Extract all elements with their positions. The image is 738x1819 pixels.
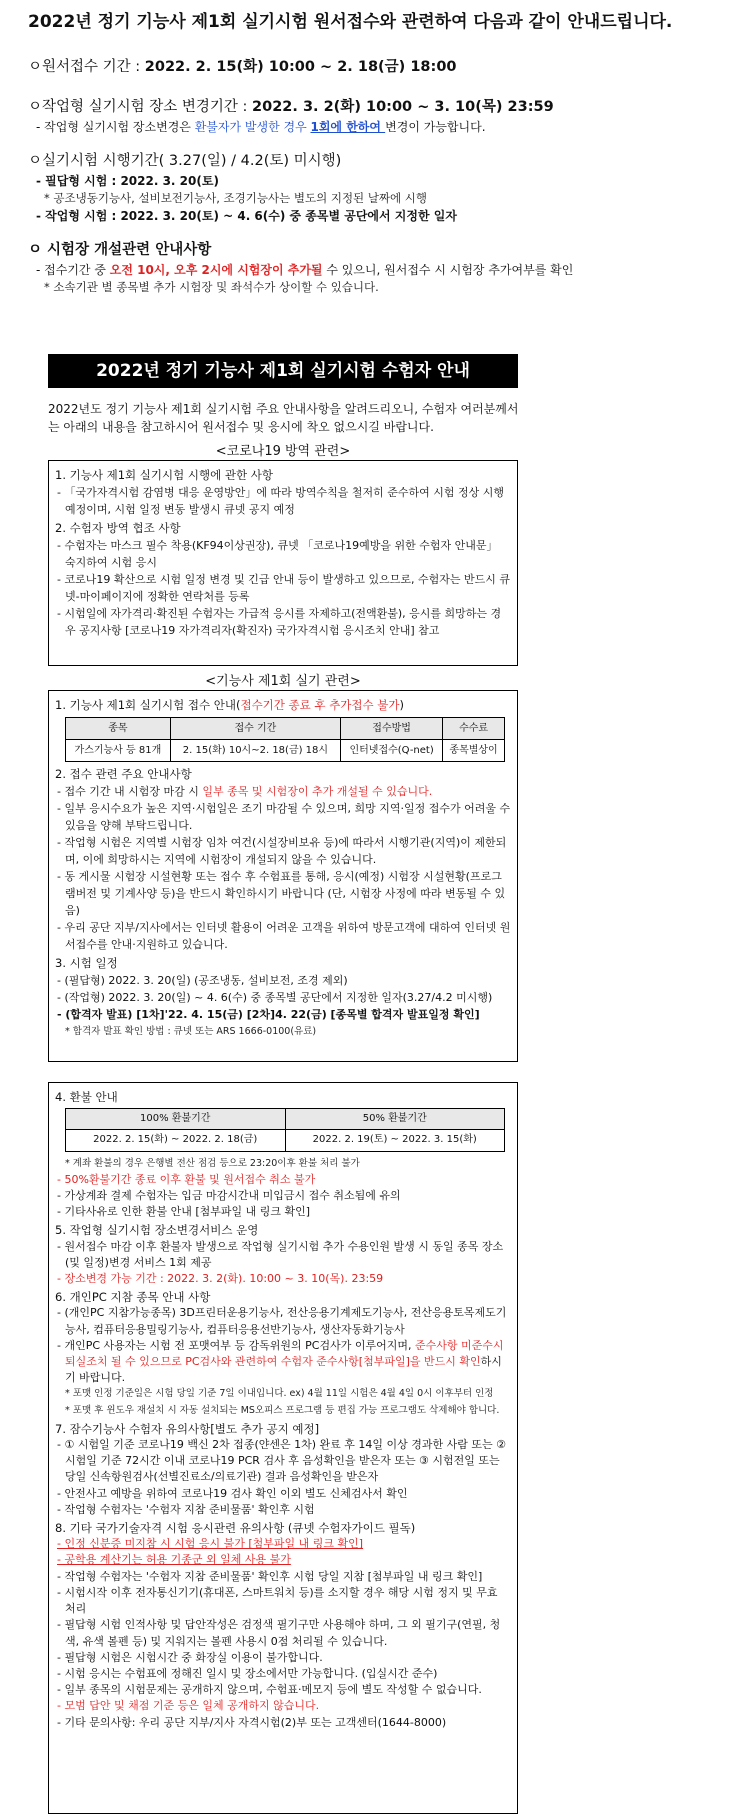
change-service-item-2: - 장소변경 가능 기간 : 2022. 3. 2(화). 10:00 ~ 3. 10(목). 23:59: [57, 1272, 384, 1286]
diving-item-3: - 작업형 수험자는 '수험자 지참 준비물품' 확인후 시험: [57, 1502, 315, 1516]
refund-table: [65, 1108, 505, 1151]
td-full-refund: 2022. 2. 15(화) ~ 2022. 2. 18(금): [66, 1130, 286, 1151]
td-method: 인터넷접수(Q-net): [341, 740, 443, 762]
top-notice: [28, 0, 728, 296]
td-category: 가스기능사 등 81개: [66, 740, 171, 762]
other-heading: 8. 기타 국가기술자격 시험 응시관련 유의사항 (큐넷 수험자가이드 필독): [55, 1521, 416, 1536]
headline: 2022년 정기 기능사 제1회 실기시험 원서접수와 관련하여 다음과 같이 안내드립니다.: [28, 12, 673, 32]
th-half-refund: 50% 환불기간: [285, 1109, 505, 1130]
schedule-written: - (필답형) 2022. 3. 20(일) (공조냉동, 설비보전, 조경 제외): [57, 974, 348, 987]
td-period: 2. 15(화) 10시~2. 18(금) 18시: [170, 740, 340, 762]
written-note: * 공조냉동기능사, 설비보전기능사, 조경기능사는 별도의 지정된 날짜에 시행: [44, 191, 428, 205]
refund-box: [48, 1082, 518, 1814]
change-period: ㅇ작업형 실기시험 장소 변경기간 : 2022. 3. 2(화) 10:00 ~ 3. 10(목) 23:59: [28, 99, 554, 115]
change-service-item-1: - 원서접수 마감 이후 환불자 발생으로 작업형 실기시험 추가 수용인원 발생 시 동일 종목 장소(및 일정)변경 서비스 1회 제공: [57, 1239, 504, 1269]
covid-box: [48, 460, 518, 666]
refund-heading: 4. 환불 안내: [55, 1090, 118, 1104]
other-item-2: - 공학용 계산기는 허용 기종군 외 일체 사용 불가: [57, 1553, 291, 1567]
other-item-8: - 일부 종목의 시험문제는 공개하지 않으며, 수험표·메모지 등에 별도 작성할 수 없습니다.: [57, 1683, 482, 1697]
exam-item-5: - 우리 공단 지부/지사에서는 인터넷 활용이 어려운 고객을 위하여 방문고객에 대하여 인터넷 원서접수를 안내·지원하고 있습니다.: [57, 921, 511, 951]
change-note: - 작업형 실기시험 장소변경은 환불자가 발생한 경우 1회에 한하여 변경이 가능합니다.: [36, 120, 486, 134]
other-item-1: - 인정 신분증 미지참 시 시험 응시 불가 [첨부파일 내 링크 확인]: [57, 1537, 364, 1551]
intro-text: 2022년도 정기 기능사 제1회 실기시험 주요 안내사항을 알려드리오니, 수험자 여러분께서는 아래의 내용을 참고하시어 원서접수 및 응시에 착오 없으시길 바랍니다.: [48, 402, 519, 434]
pc-item-2: - 개인PC 사용자는 시험 전 포맷여부 등 감독위원의 PC검사가 이루어지며, 준수사항 미준수시 퇴실조치 될 수 있으므로 PC검사와 관련하여 수험자 준수사항[첨부파일]을 반드시 확인하시기 바랍니다.: [57, 1338, 504, 1385]
covid-section-title: <코로나19 방역 관련>: [215, 444, 351, 459]
practical-type: - 작업형 시험 : 2022. 3. 20(토) ~ 4. 6(수) 중 종목별 공단에서 지정한 일자: [36, 209, 457, 223]
exam-box: [48, 690, 518, 1062]
covid-item-4: - 시험일에 자가격리·확진된 수험자는 가급적 응시를 자제하고(전액환불), 응시를 희망하는 경우 공지사항 [코로나19 자가격리자(확진자) 국가자격시험 응시조치 안내] 참고: [57, 607, 502, 637]
exam-heading-1: 1. 기능사 제1회 실기시험 접수 안내(접수기간 종료 후 추가접수 불가): [55, 698, 405, 712]
exam-heading-2: 2. 접수 관련 주요 안내사항: [55, 767, 192, 781]
covid-item-3: - 코로나19 확산으로 시험 일정 변경 및 긴급 안내 등이 발생하고 있으므로, 수험자는 반드시 큐넷-마이페이지에 정확한 연락처를 등록: [57, 573, 510, 603]
td-fee: 종목별상이: [443, 740, 505, 762]
covid-heading-2: 2. 수험자 방역 협조 사항: [55, 521, 181, 535]
other-item-9: - 모범 답안 및 채점 기준 등은 일체 공개하지 않습니다.: [57, 1699, 320, 1713]
covid-item-2: - 수험자는 마스크 필수 착용(KF94이상권장), 큐넷 「코로나19예방을 위한 수험자 안내문」 숙지하여 시험 응시: [57, 539, 498, 569]
th-period: 접수 기간: [170, 718, 340, 740]
venue-title: ㅇ 시험장 개설관련 안내사항: [28, 242, 212, 258]
exam-item-4: - 동 게시물 시험장 시설현황 또는 접수 후 수험표를 통해, 응시(예정) 시험장 시설현황(프로그램버전 및 기계사양 등)을 반드시 확인하시기 바랍니다 (단, 시험장 사정에 따라 변동될 수 있음): [57, 870, 506, 917]
other-item-7: - 시험 응시는 수험표에 정해진 일시 및 장소에서만 가능합니다. (입실시간 준수): [57, 1666, 438, 1680]
refund-note: * 계좌 환불의 경우 은행별 전산 점검 등으로 23:20이후 환불 처리 불가: [65, 1157, 360, 1169]
change-service-heading: 5. 작업형 실기시험 장소변경서비스 운영: [55, 1223, 259, 1238]
exam-item-1: - 접수 기간 내 시험장 마감 시 일부 종목 및 시험장이 추가 개설될 수 있습니다.: [57, 785, 433, 798]
covid-heading-1: 1. 기능사 제1회 실기시험 시행에 관한 사항: [55, 468, 273, 482]
th-full-refund: 100% 환불기간: [66, 1109, 286, 1130]
diving-item-1: - ① 시험일 기준 코로나19 백신 2차 접종(얀센은 1차) 완료 후 14일 이상 경과한 사람 또는 ② 시험일 기준 72시간 이내 코로나19 PCR 검사 후 음성확인을 받은자 또는 ③ 시험전일 또는 당일 신속항원검사(선별진료소/의료기관) 결과 음성확인을 받은자: [57, 1438, 506, 1484]
th-fee: 수수료: [443, 718, 505, 740]
written-type: - 필답형 시험 : 2022. 3. 20(토): [36, 174, 219, 188]
exam-period: ㅇ실기시험 시행기간( 3.27(일) / 4.2(토) 미시행): [28, 153, 342, 169]
notice-banner: 2022년 정기 기능사 제1회 실기시험 수험자 안내: [48, 354, 518, 388]
refund-item-3: - 기타사유로 인한 환불 안내 [첨부파일 내 링크 확인]: [57, 1205, 311, 1219]
pc-note-1: * 포맷 인정 기준일은 시험 당일 기준 7일 이내입니다. ex) 4월 11일 시험은 4월 4일 0시 이후부터 인정: [65, 1388, 494, 1400]
pc-heading: 6. 개인PC 지참 종목 안내 사항: [55, 1290, 211, 1305]
covid-item-1: - 「국가자격시험 감염병 대응 운영방안」에 따라 방역수칙을 철저히 준수하여 시험 정상 시행 예정이며, 시험 일정 변동 발생시 큐넷 공지 예정: [57, 486, 504, 516]
reception-table: [65, 717, 505, 762]
reception-period: ㅇ원서접수 기간 : 2022. 2. 15(화) 10:00 ~ 2. 18(금) 18:00: [28, 59, 457, 75]
other-item-10: - 기타 문의사항: 우리 공단 지부/지사 자격시험(2)부 또는 고객센터(1644-8000): [57, 1715, 447, 1729]
other-item-3: - 작업형 수험자는 '수험자 지참 준비물품' 확인후 시험 당일 지참 [첨부파일 내 링크 확인]: [57, 1569, 483, 1583]
th-method: 접수방법: [341, 718, 443, 740]
exam-item-2: - 일부 응시수요가 높은 지역·시험일은 조기 마감될 수 있으며, 희망 지역·일정 접수가 어려울 수 있음을 양해 부탁드립니다.: [57, 802, 511, 832]
other-item-6: - 필답형 시험은 시험시간 중 화장실 이용이 불가합니다.: [57, 1650, 323, 1664]
venue-note: - 접수기간 중 오전 10시, 오후 2시에 시험장이 추가될 수 있으니, 원서접수 시 시험장 추가여부를 확인: [36, 263, 574, 277]
other-item-4: - 시험시작 이후 전자통신기기(휴대폰, 스마트워치 등)를 소지할 경우 해당 시험 정지 및 무효 처리: [57, 1585, 498, 1616]
refund-item-2: - 가상계좌 결제 수험자는 입금 마감시간내 미입금시 접수 취소됨에 유의: [57, 1189, 401, 1203]
schedule-practical: - (작업형) 2022. 3. 20(일) ~ 4. 6(수) 중 종목별 공단에서 지정한 일자(3.27/4.2 미시행): [57, 991, 493, 1004]
schedule-note: * 합격자 발표 확인 방법 : 큐넷 또는 ARS 1666-0100(유료): [65, 1026, 317, 1037]
schedule-result: - (합격자 발표) [1차]'22. 4. 15(금) [2차]4. 22(금) [종목별 합격자 발표일정 확인]: [57, 1008, 480, 1021]
pc-note-2: * 포맷 후 윈도우 재설치 시 자동 설치되는 MS오피스 프로그램 등 편집 가능 프로그램도 삭제해야 합니다.: [65, 1404, 500, 1416]
exam-heading-3: 3. 시험 일정: [55, 956, 118, 970]
venue-footnote: * 소속기관 별 종목별 추가 시험장 및 좌석수가 상이할 수 있습니다.: [44, 280, 379, 294]
diving-heading: 7. 잠수기능사 수험자 유의사항[별도 추가 공지 예정]: [55, 1421, 320, 1436]
td-half-refund: 2022. 2. 19(토) ~ 2022. 3. 15(화): [285, 1130, 505, 1151]
exam-item-3: - 작업형 시험은 지역별 시험장 임차 여건(시설장비보유 등)에 따라서 시행기관(지역)이 제한되며, 이에 희망하시는 지역에 시험장이 개설되지 않을 수 있습니다.: [57, 836, 507, 866]
refund-item-1: - 50%환불기간 종료 이후 환불 및 원서접수 취소 불가: [57, 1172, 316, 1186]
th-category: 종목: [66, 718, 171, 740]
exam-section-title: <기능사 제1회 실기 관련>: [205, 674, 361, 689]
other-item-5: - 필답형 시험 인적사항 및 답안작성은 검정색 필기구만 사용해야 하며, 그 외 필기구(연필, 청색, 유색 볼펜 등) 및 지워지는 볼펜 사용시 0점 처리될 수 있습니다.: [57, 1618, 501, 1648]
diving-item-2: - 안전사고 예방을 위하여 코로나19 검사 확인 이외 별도 신체검사서 확인: [57, 1486, 408, 1500]
pc-item-1: - (개인PC 지참가능종목) 3D프린터운용기능사, 전산응용기계제도기능사, 전산응용토목제도기능사, 컴퓨터응용밀링기능사, 컴퓨터응용선반기능사, 생산자동화기능사: [57, 1306, 507, 1336]
